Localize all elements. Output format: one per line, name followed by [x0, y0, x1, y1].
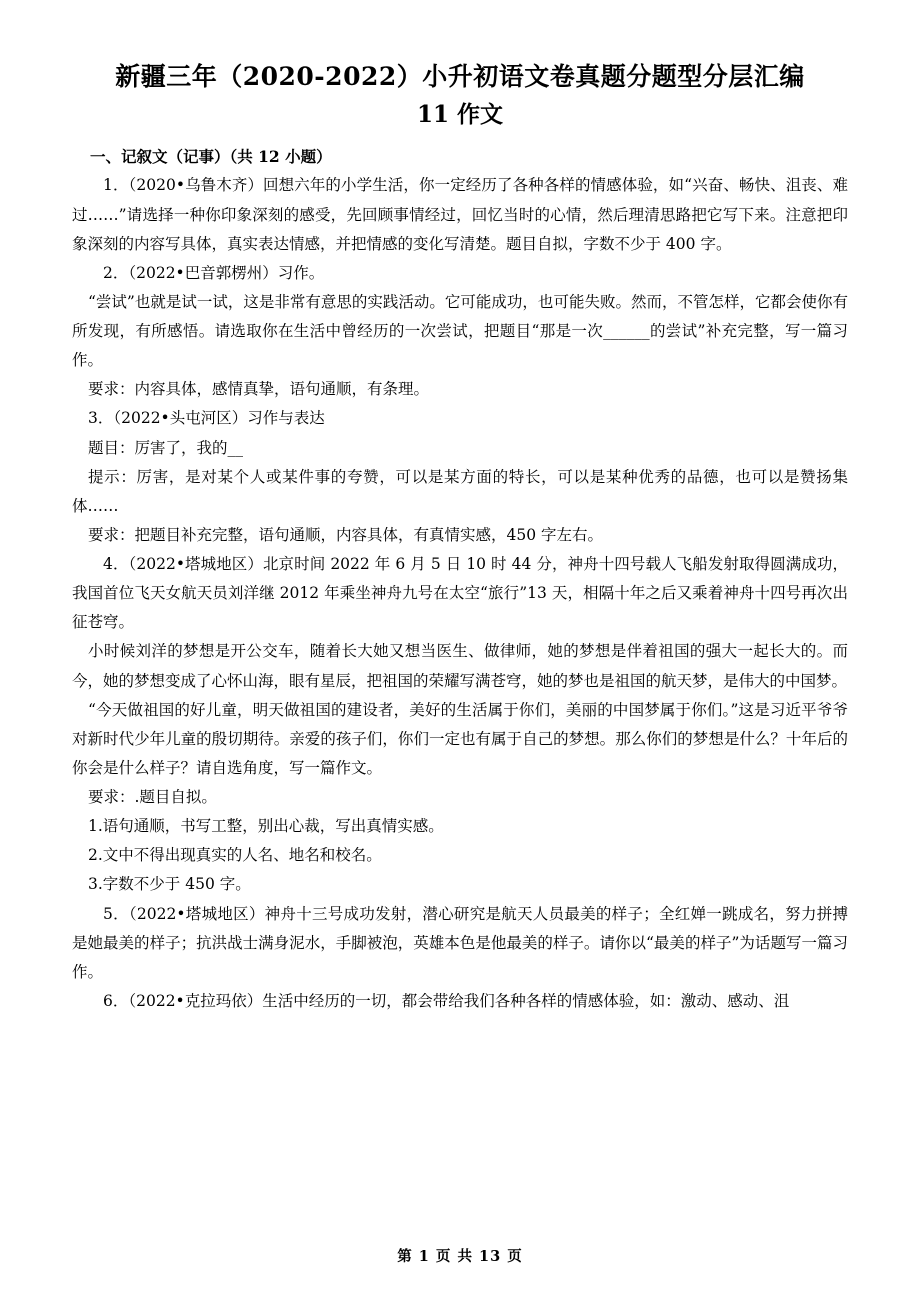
question-2: 2．（2022•巴音郭楞州）习作。 [103, 263, 325, 282]
question-2-requirement: 要求：内容具体，感情真挚，语句通顺，有条理。 [88, 380, 430, 399]
section-heading: 一、记叙文（记事）（共 12 小题） [90, 147, 332, 166]
question-4-body-2: “今天做祖国的好儿童，明天做祖国的建设者，美好的生活属于你们，美丽的中国梦属于你们。”这是习近平爷爷对新时代少年儿童的殷切期待。亲爱的孩子们，你们一定也有属于自己的梦想。那么你们的梦想是什么？十年后的你会是什么样子？请自选角度，写一篇作文。 [72, 700, 848, 777]
question-4-requirement-3: 3.字数不少于 450 字。 [88, 875, 251, 894]
question-4-requirement: 要求：.题目自拟。 [88, 788, 217, 807]
page-title: 新疆三年（2020-2022）小升初语文卷真题分题型分层汇编 [115, 62, 805, 91]
question-3-hint: 提示：厉害，是对某个人或某件事的夸赞，可以是某方面的特长，可以是某种优秀的品德，也可以是赞扬集体…… [72, 467, 848, 515]
question-6: 6．（2022•克拉玛依）生活中经历的一切，都会带给我们各种各样的情感体验，如：激动、感动、沮 [103, 991, 790, 1010]
question-4-requirement-2: 2.文中不得出现真实的人名、地名和校名。 [88, 846, 382, 865]
question-2-body: “尝试”也就是试一试，这是非常有意思的实践活动。它可能成功，也可能失败。然而，不管怎样，它都会使你有所发现，有所感悟。请选取你在生活中曾经历的一次尝试，把题目“那是一次______的尝试”补充完整，写一篇习作。 [72, 292, 848, 370]
question-3-topic: 题目：厉害了，我的__ [88, 438, 244, 457]
page-subtitle: 11 作文 [416, 100, 503, 128]
question-5: 5．（2022•塔城地区）神舟十三号成功发射，潜心研究是航天人员最美的样子；全红婵一跳成名，努力拼搏是她最美的样子；抗洪战士满身泥水，手脚被泡，英雄本色是他最美的样子。请你以“最美的样子”为话题写一篇习作。 [72, 904, 848, 981]
page-footer: 第 1 页 共 13 页 [397, 1248, 523, 1265]
question-4: 4．（2022•塔城地区）北京时间 2022 年 6 月 5 日 10 时 44 分，神舟十四号载人飞船发射取得圆满成功，我国首位飞天女航天员刘洋继 2012 年乘坐神舟九号在太空“旅行”13 天，相隔十年之后又乘着神舟十四号再次出征苍穹。 [72, 555, 848, 632]
question-4-requirement-1: 1.语句通顺，书写工整，别出心裁，写出真情实感。 [88, 817, 444, 836]
question-4-body-1: 小时候刘洋的梦想是开公交车，随着长大她又想当医生、做律师，她的梦想是伴着祖国的强大一起长大的。而今，她的梦想变成了心怀山海，眼有星辰，把祖国的荣耀写满苍穹，她的梦也是祖国的航天梦，是伟大的中国梦。 [72, 642, 848, 690]
question-3-requirement: 要求：把题目补充完整，语句通顺，内容具体，有真情实感，450 字左右。 [88, 525, 604, 544]
question-1: 1．（2020•乌鲁木齐）回想六年的小学生活，你一定经历了各种各样的情感体验，如“兴奋、畅快、沮丧、难过……”请选择一种你印象深刻的感受，先回顾事情经过，回忆当时的心情，然后理清思路把它写下来。注意把印象深刻的内容写具体，真实表达情感，并把情感的变化写清楚。题目自拟，字数不少于 400 字。 [72, 176, 848, 253]
question-3: 3．（2022•头屯河区）习作与表达 [88, 409, 325, 428]
